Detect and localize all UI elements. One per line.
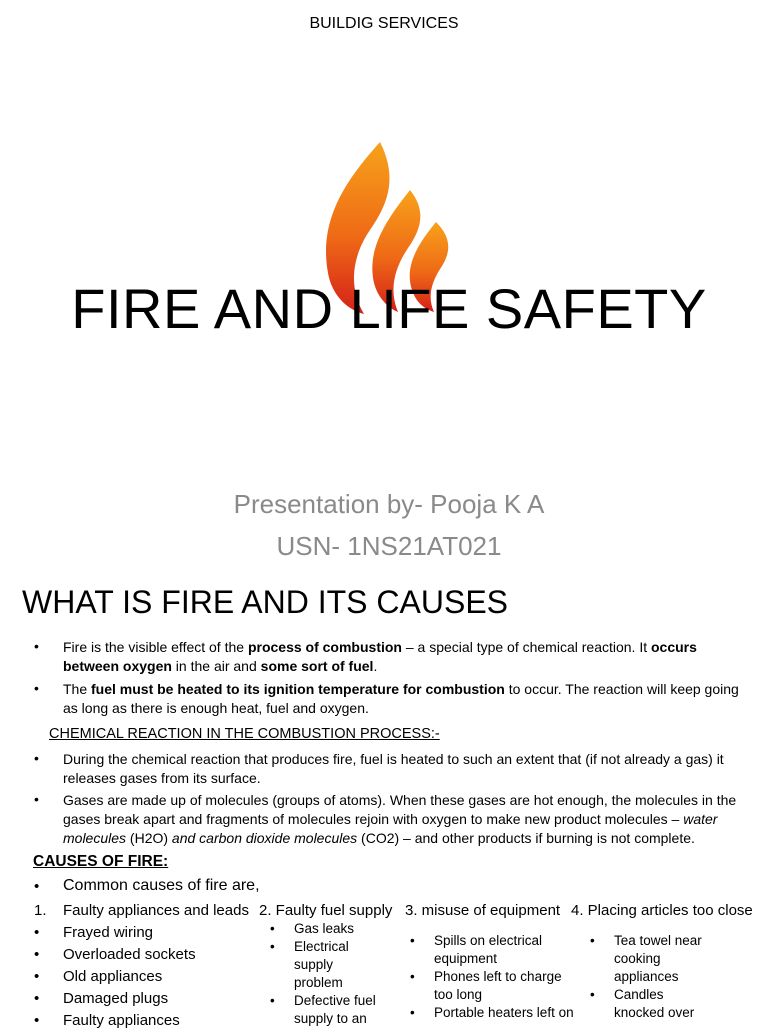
cause-3-heading: 3. misuse of equipment	[405, 902, 561, 919]
list-item: Overloaded sockets	[63, 946, 196, 963]
bullet-icon: •	[34, 1012, 40, 1029]
bullet-icon: •	[270, 993, 275, 1008]
list-item: Frayed wiring	[63, 924, 154, 941]
bullet-icon: •	[34, 924, 40, 941]
causes-heading: CAUSES OF FIRE:	[33, 853, 169, 870]
list-item: Electrical supply problem	[294, 939, 349, 990]
cause-1-heading: Faulty appliances and leads	[63, 902, 249, 919]
list-item: Candles knocked over	[614, 987, 695, 1020]
common-causes-line: Common causes of fire are,	[63, 877, 260, 894]
list-item: Phones left to charge too long	[434, 969, 562, 1002]
list-item: Damaged plugs	[63, 990, 169, 1007]
bullet-icon: •	[34, 946, 40, 963]
combustion-paragraph-1: During the chemical reaction that produces fire, fuel is heated to such an extent that (if not already a gas) it releases gases from its surface.	[63, 751, 724, 786]
document-header: BUILDIG SERVICES	[309, 15, 459, 32]
cause-4-heading: 4. Placing articles too close	[571, 902, 753, 919]
bullet-icon: •	[410, 969, 415, 984]
bullet-icon: •	[270, 939, 275, 954]
list-item: Defective fuel supply to an	[294, 993, 376, 1026]
list-item: Gas leaks	[294, 921, 355, 936]
usn-line: USN- 1NS21AT021	[276, 531, 502, 561]
ignition-paragraph: The fuel must be heated to its ignition temperature for combustion to occur. The reaction will keep going as long as there is enough heat, fuel and oxygen.	[63, 681, 739, 716]
list-item: Spills on electrical equipment	[434, 933, 543, 966]
bullet-icon: •	[34, 638, 39, 654]
bullet-icon: •	[410, 1005, 415, 1020]
bullet-icon: •	[34, 990, 40, 1007]
presenter-line: Presentation by- Pooja K A	[233, 489, 545, 519]
fire-definition-paragraph: Fire is the visible effect of the process of combustion – a special type of chemical reaction. It occurs between oxygen in the air and some sort of fuel.	[63, 639, 697, 674]
list-item: Portable heaters left on	[434, 1005, 574, 1020]
bullet-icon: •	[34, 791, 39, 807]
cover-title: FIRE AND LIFE SAFETY	[71, 277, 707, 340]
combustion-paragraph-2: Gases are made up of molecules (groups of atoms). When these gases are hot enough, the molecules in the gases break apart and fragments of molecules rejoin with oxygen to make new product molecules – water molecules (H2O) and carbon dioxide molecules (CO2) – and other products if burning is not complete.	[63, 792, 737, 846]
bullet-icon: •	[270, 921, 275, 936]
list-item: Tea towel near cooking appliances	[614, 933, 702, 984]
bullet-icon: •	[34, 680, 39, 696]
cause-list-number: 1.	[34, 902, 47, 919]
bullet-icon: •	[34, 750, 39, 766]
combustion-subheading: CHEMICAL REACTION IN THE COMBUSTION PROCESS:-	[49, 726, 440, 742]
bullet-icon: •	[590, 933, 595, 948]
list-item: Old appliances	[63, 968, 163, 985]
bullet-icon: •	[34, 968, 40, 985]
list-item: Faulty appliances	[63, 1012, 180, 1029]
section-title: WHAT IS FIRE AND ITS CAUSES	[22, 584, 508, 620]
bullet-icon: •	[410, 933, 415, 948]
bullet-icon: •	[34, 878, 40, 895]
cause-2-heading: 2. Faulty fuel supply	[259, 902, 393, 919]
bullet-icon: •	[590, 987, 595, 1002]
